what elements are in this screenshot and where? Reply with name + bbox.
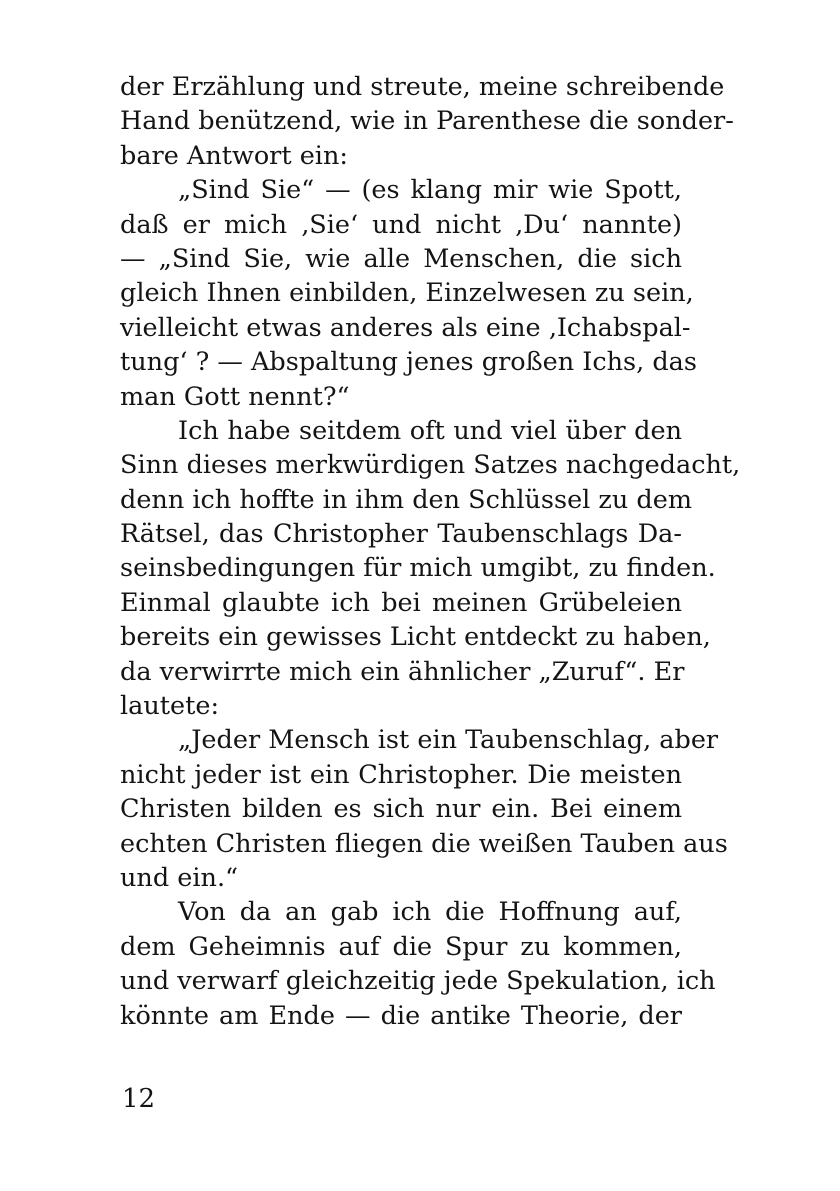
text-line: Ich habe seitdem oft und viel über den [178,415,682,446]
text-line: und ein.“ [120,862,239,893]
text-line: und verwarf gleichzeitig jede Spekulation, ich [120,966,716,997]
text-line: seinsbedingungen für mich umgibt, zu finden. [120,553,716,584]
text-line: dem Geheimnis auf die Spur zu kommen, [120,931,682,962]
text-line: echten Christen fliegen die weißen Tauben aus [120,828,728,859]
text-line: bare Antwort ein: [120,140,348,171]
text-line: „Jeder Mensch ist ein Taubenschlag, aber [178,725,719,756]
text-line: daß er mich ‚Sie‘ und nicht ‚Du‘ nannte) [120,209,682,240]
text-line: Hand benützend, wie in Parenthese die sonder- [120,106,734,137]
text-line: bereits ein gewisses Licht entdeckt zu haben, [120,622,711,653]
text-line: der Erzählung und streute, meine schreibende [120,72,725,102]
text-line: Einmal glaubte ich bei meinen Grübeleien [120,587,682,618]
text-line: Von da an gab ich die Hoffnung auf, [178,897,682,928]
text-line: — „Sind Sie, wie alle Menschen, die sich [120,243,682,274]
text-line: tung‘ ? — Abspaltung jenes großen Ichs, das [120,347,697,378]
text-line: da verwirrte mich ein ähnlicher „Zuruf“. Er [120,656,685,687]
text-line: Christen bilden es sich nur ein. Bei einem [120,794,682,825]
text-line: vielleicht etwas anderes als eine ‚Ichabspal- [120,312,691,343]
page-number: 12 [122,1084,156,1114]
body-text [120,70,741,1033]
text-line: gleich Ihnen einbilden, Einzelwesen zu sein, [120,278,694,309]
text-line: Rätsel, das Christopher Taubenschlags Da- [120,519,682,550]
text-line: „Sind Sie“ — (es klang mir wie Spott, [178,175,682,206]
text-line: lautete: [120,691,220,722]
text-line: könnte am Ende — die antike Theorie, der [120,1000,682,1031]
text-line: denn ich hoffte in ihm den Schlüssel zu dem [120,484,692,515]
text-line: nicht jeder ist ein Christopher. Die meisten [120,759,682,790]
text-line: Sinn dieses merkwürdigen Satzes nachgedacht, [120,450,741,481]
text-line: man Gott nennt?“ [120,381,350,412]
